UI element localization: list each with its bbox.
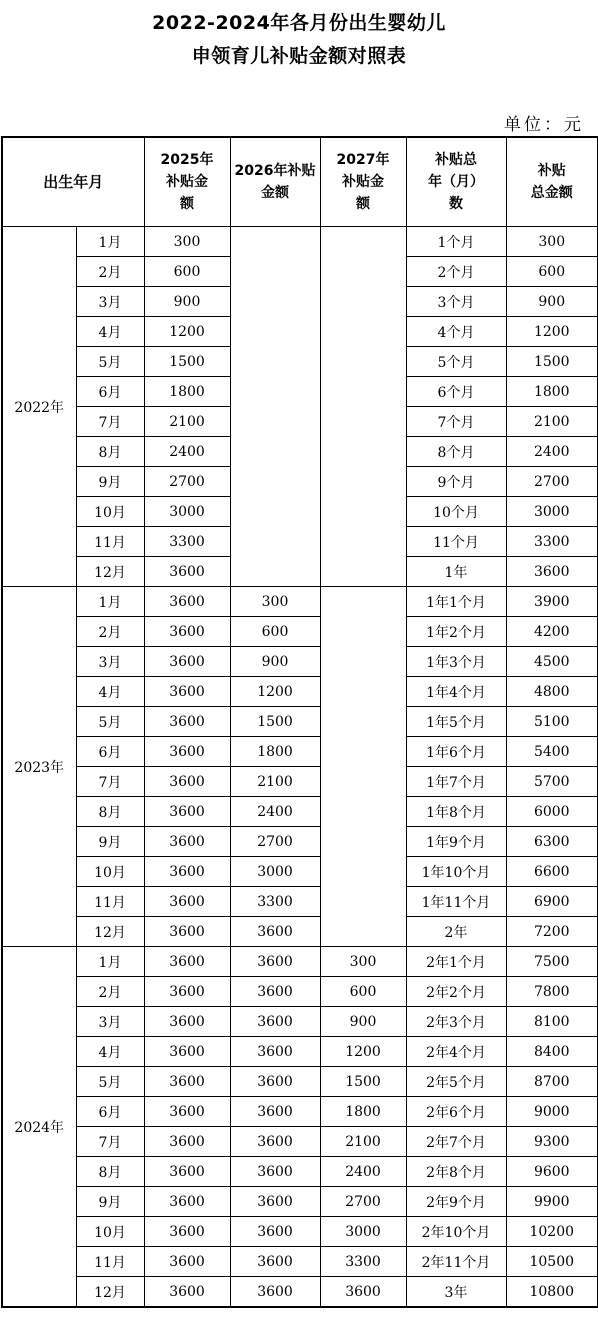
total-cell: 1500	[506, 347, 598, 377]
table-row	[2, 1127, 598, 1157]
period-cell: 1年11个月	[406, 887, 506, 917]
month-cell: 2月	[76, 257, 144, 287]
period-cell: 2年9个月	[406, 1187, 506, 1217]
table-row	[2, 1277, 598, 1308]
amount-2025-cell: 2100	[144, 407, 230, 437]
header-total-period-line: 补贴总	[435, 152, 478, 168]
table-row	[2, 767, 598, 797]
page-title: 2022-2024年各月份出生婴幼儿	[152, 12, 446, 34]
period-cell: 1年9个月	[406, 827, 506, 857]
period-cell: 2年	[406, 917, 506, 947]
month-cell: 3月	[76, 647, 144, 677]
amount-2025-cell: 1800	[144, 377, 230, 407]
header-total-amount-line: 总金额	[530, 185, 573, 201]
table-row	[2, 677, 598, 707]
amount-2025-cell: 3600	[144, 587, 230, 617]
month-cell: 9月	[76, 467, 144, 497]
month-cell: 11月	[76, 1247, 144, 1277]
month-cell: 1月	[76, 947, 144, 977]
amount-2025-cell: 3600	[144, 797, 230, 827]
amount-2025-cell: 3600	[144, 827, 230, 857]
amount-2027-cell: 1500	[320, 1067, 406, 1097]
amount-2026-cell: 3600	[230, 1007, 320, 1037]
header-amount-2025	[144, 137, 230, 227]
month-cell: 8月	[76, 437, 144, 467]
period-cell: 7个月	[406, 407, 506, 437]
month-cell: 5月	[76, 707, 144, 737]
month-cell: 4月	[76, 317, 144, 347]
amount-2027-cell: 300	[320, 947, 406, 977]
amount-2027-cell: 2700	[320, 1187, 406, 1217]
unit-label: 单位：元	[504, 115, 584, 135]
total-cell: 3300	[506, 527, 598, 557]
month-cell: 5月	[76, 347, 144, 377]
amount-2026-cell: 600	[230, 617, 320, 647]
total-cell: 6000	[506, 797, 598, 827]
amount-2026-cell: 900	[230, 647, 320, 677]
amount-2025-cell: 3600	[144, 1097, 230, 1127]
header-amount-2027-line: 补贴金	[342, 174, 385, 190]
header-amount-2027-line: 2027年	[336, 152, 390, 168]
period-cell: 2年6个月	[406, 1097, 506, 1127]
amount-2025-cell: 3600	[144, 887, 230, 917]
total-cell: 2100	[506, 407, 598, 437]
amount-2027-cell: 900	[320, 1007, 406, 1037]
amount-2026-cell: 3600	[230, 1097, 320, 1127]
month-cell: 12月	[76, 917, 144, 947]
period-cell: 8个月	[406, 437, 506, 467]
amount-2027-cell: 2100	[320, 1127, 406, 1157]
month-cell: 2月	[76, 977, 144, 1007]
table-row	[2, 1157, 598, 1187]
amount-2026-cell	[230, 227, 320, 587]
table-row	[2, 887, 598, 917]
amount-2025-cell: 3000	[144, 497, 230, 527]
month-cell: 9月	[76, 827, 144, 857]
amount-2026-cell: 300	[230, 587, 320, 617]
period-cell: 1年5个月	[406, 707, 506, 737]
total-cell: 6900	[506, 887, 598, 917]
header-birth-label: 出生年月	[43, 173, 104, 191]
total-cell: 9900	[506, 1187, 598, 1217]
period-cell: 1年7个月	[406, 767, 506, 797]
amount-2026-cell: 3600	[230, 917, 320, 947]
amount-2025-cell: 3600	[144, 857, 230, 887]
period-cell: 6个月	[406, 377, 506, 407]
header-total-period-line: 数	[449, 196, 464, 212]
header-amount-2027	[320, 137, 406, 227]
amount-2025-cell: 3600	[144, 737, 230, 767]
amount-2025-cell: 3600	[144, 947, 230, 977]
total-cell: 1200	[506, 317, 598, 347]
month-cell: 8月	[76, 797, 144, 827]
month-cell: 10月	[76, 497, 144, 527]
month-cell: 6月	[76, 737, 144, 767]
period-cell: 2年11个月	[406, 1247, 506, 1277]
total-cell: 7500	[506, 947, 598, 977]
total-cell: 3000	[506, 497, 598, 527]
amount-2026-cell: 3600	[230, 1217, 320, 1247]
subsidy-table	[1, 136, 598, 1308]
period-cell: 3个月	[406, 287, 506, 317]
table-row	[2, 1007, 598, 1037]
year-cell: 2024年	[2, 947, 76, 1308]
table-row	[2, 857, 598, 887]
period-cell: 2年4个月	[406, 1037, 506, 1067]
amount-2025-cell: 2400	[144, 437, 230, 467]
total-cell: 3600	[506, 557, 598, 587]
table-row	[2, 977, 598, 1007]
header-amount-2026	[230, 137, 320, 227]
table-row	[2, 707, 598, 737]
month-cell: 7月	[76, 767, 144, 797]
period-cell: 10个月	[406, 497, 506, 527]
amount-2026-cell: 3600	[230, 1187, 320, 1217]
table-row	[2, 1067, 598, 1097]
amount-2025-cell: 600	[144, 257, 230, 287]
table-row	[2, 827, 598, 857]
amount-2025-cell: 1500	[144, 347, 230, 377]
month-cell: 3月	[76, 287, 144, 317]
total-cell: 6600	[506, 857, 598, 887]
amount-2025-cell: 3600	[144, 1157, 230, 1187]
month-cell: 10月	[76, 1217, 144, 1247]
total-cell: 9600	[506, 1157, 598, 1187]
period-cell: 1年2个月	[406, 617, 506, 647]
total-cell: 10200	[506, 1217, 598, 1247]
amount-2027-cell: 600	[320, 977, 406, 1007]
total-cell: 10800	[506, 1277, 598, 1308]
table-row	[2, 617, 598, 647]
total-cell: 2400	[506, 437, 598, 467]
total-cell: 3900	[506, 587, 598, 617]
month-cell: 7月	[76, 407, 144, 437]
amount-2026-cell: 3300	[230, 887, 320, 917]
amount-2026-cell: 1500	[230, 707, 320, 737]
period-cell: 1年3个月	[406, 647, 506, 677]
total-cell: 8700	[506, 1067, 598, 1097]
total-cell: 7200	[506, 917, 598, 947]
period-cell: 5个月	[406, 347, 506, 377]
header-amount-2026-label: 2026年补贴金额	[234, 163, 316, 201]
amount-2025-cell: 3600	[144, 1007, 230, 1037]
header-amount-2025-line: 2025年	[160, 152, 214, 168]
period-cell: 2个月	[406, 257, 506, 287]
amount-2026-cell: 3600	[230, 1067, 320, 1097]
month-cell: 11月	[76, 527, 144, 557]
amount-2025-cell: 3600	[144, 647, 230, 677]
amount-2025-cell: 3600	[144, 767, 230, 797]
amount-2026-cell: 3600	[230, 1127, 320, 1157]
period-cell: 2年10个月	[406, 1217, 506, 1247]
month-cell: 12月	[76, 1277, 144, 1308]
amount-2025-cell: 3600	[144, 1187, 230, 1217]
period-cell: 2年3个月	[406, 1007, 506, 1037]
page-subtitle: 申领育儿补贴金额对照表	[191, 45, 407, 67]
table-row	[2, 1247, 598, 1277]
amount-2025-cell: 3600	[144, 707, 230, 737]
total-cell: 1800	[506, 377, 598, 407]
amount-2025-cell: 900	[144, 287, 230, 317]
month-cell: 2月	[76, 617, 144, 647]
table-row	[2, 1097, 598, 1127]
period-cell: 1年8个月	[406, 797, 506, 827]
amount-2025-cell: 3300	[144, 527, 230, 557]
month-cell: 6月	[76, 377, 144, 407]
month-cell: 12月	[76, 557, 144, 587]
period-cell: 2年2个月	[406, 977, 506, 1007]
period-cell: 11个月	[406, 527, 506, 557]
period-cell: 1个月	[406, 227, 506, 257]
period-cell: 3年	[406, 1277, 506, 1308]
month-cell: 1月	[76, 227, 144, 257]
period-cell: 2年1个月	[406, 947, 506, 977]
period-cell: 1年10个月	[406, 857, 506, 887]
month-cell: 10月	[76, 857, 144, 887]
header-birth	[2, 137, 144, 227]
header-total-period	[406, 137, 506, 227]
header-total-amount	[506, 137, 598, 227]
amount-2027-cell	[320, 227, 406, 587]
amount-2027-cell: 3000	[320, 1217, 406, 1247]
period-cell: 2年8个月	[406, 1157, 506, 1187]
amount-2025-cell: 3600	[144, 1127, 230, 1157]
header-amount-2025-line: 额	[180, 196, 195, 212]
total-cell: 9300	[506, 1127, 598, 1157]
table-row	[2, 227, 598, 257]
amount-2025-cell: 1200	[144, 317, 230, 347]
header-amount-2025-line: 补贴金	[166, 174, 209, 190]
amount-2025-cell: 3600	[144, 617, 230, 647]
period-cell: 4个月	[406, 317, 506, 347]
amount-2025-cell: 300	[144, 227, 230, 257]
month-cell: 7月	[76, 1127, 144, 1157]
period-cell: 1年6个月	[406, 737, 506, 767]
amount-2025-cell: 3600	[144, 977, 230, 1007]
total-cell: 2700	[506, 467, 598, 497]
table-row	[2, 1187, 598, 1217]
amount-2027-cell: 3600	[320, 1277, 406, 1308]
amount-2026-cell: 3600	[230, 1247, 320, 1277]
table-body	[2, 227, 598, 1308]
table-row	[2, 647, 598, 677]
table-row	[2, 947, 598, 977]
amount-2025-cell: 3600	[144, 1217, 230, 1247]
amount-2025-cell: 3600	[144, 1037, 230, 1067]
total-cell: 4500	[506, 647, 598, 677]
month-cell: 5月	[76, 1067, 144, 1097]
amount-2026-cell: 3600	[230, 1157, 320, 1187]
total-cell: 8100	[506, 1007, 598, 1037]
amount-2026-cell: 3600	[230, 947, 320, 977]
year-cell: 2022年	[2, 227, 76, 587]
amount-2025-cell: 2700	[144, 467, 230, 497]
header-total-period-line: 年（月）	[428, 174, 485, 190]
amount-2027-cell	[320, 587, 406, 947]
period-cell: 2年7个月	[406, 1127, 506, 1157]
amount-2026-cell: 3600	[230, 1277, 320, 1308]
month-cell: 4月	[76, 677, 144, 707]
table-row	[2, 917, 598, 947]
month-cell: 9月	[76, 1187, 144, 1217]
table-row	[2, 797, 598, 827]
amount-2026-cell: 2700	[230, 827, 320, 857]
total-cell: 900	[506, 287, 598, 317]
total-cell: 6300	[506, 827, 598, 857]
amount-2025-cell: 3600	[144, 1247, 230, 1277]
amount-2026-cell: 3600	[230, 977, 320, 1007]
header-amount-2027-line: 额	[356, 196, 371, 212]
amount-2026-cell: 3600	[230, 1037, 320, 1067]
amount-2026-cell: 2100	[230, 767, 320, 797]
amount-2026-cell: 2400	[230, 797, 320, 827]
total-cell: 8400	[506, 1037, 598, 1067]
month-cell: 6月	[76, 1097, 144, 1127]
total-cell: 7800	[506, 977, 598, 1007]
month-cell: 11月	[76, 887, 144, 917]
total-cell: 300	[506, 227, 598, 257]
amount-2025-cell: 3600	[144, 677, 230, 707]
total-cell: 4800	[506, 677, 598, 707]
month-cell: 1月	[76, 587, 144, 617]
period-cell: 1年4个月	[406, 677, 506, 707]
year-cell: 2023年	[2, 587, 76, 947]
total-cell: 9000	[506, 1097, 598, 1127]
table-row	[2, 1217, 598, 1247]
period-cell: 9个月	[406, 467, 506, 497]
amount-2025-cell: 3600	[144, 1277, 230, 1308]
amount-2027-cell: 2400	[320, 1157, 406, 1187]
amount-2025-cell: 3600	[144, 557, 230, 587]
total-cell: 600	[506, 257, 598, 287]
header-total-amount-line: 补贴	[537, 163, 566, 179]
amount-2025-cell: 3600	[144, 1067, 230, 1097]
total-cell: 5400	[506, 737, 598, 767]
table-row	[2, 1037, 598, 1067]
table-row	[2, 587, 598, 617]
month-cell: 4月	[76, 1037, 144, 1067]
month-cell: 3月	[76, 1007, 144, 1037]
period-cell: 2年5个月	[406, 1067, 506, 1097]
total-cell: 5100	[506, 707, 598, 737]
total-cell: 4200	[506, 617, 598, 647]
table-row	[2, 737, 598, 767]
total-cell: 5700	[506, 767, 598, 797]
amount-2026-cell: 3000	[230, 857, 320, 887]
amount-2026-cell: 1200	[230, 677, 320, 707]
amount-2027-cell: 1200	[320, 1037, 406, 1067]
total-cell: 10500	[506, 1247, 598, 1277]
amount-2025-cell: 3600	[144, 917, 230, 947]
month-cell: 8月	[76, 1157, 144, 1187]
period-cell: 1年1个月	[406, 587, 506, 617]
amount-2027-cell: 3300	[320, 1247, 406, 1277]
amount-2026-cell: 1800	[230, 737, 320, 767]
amount-2027-cell: 1800	[320, 1097, 406, 1127]
period-cell: 1年	[406, 557, 506, 587]
header-row	[2, 137, 598, 227]
